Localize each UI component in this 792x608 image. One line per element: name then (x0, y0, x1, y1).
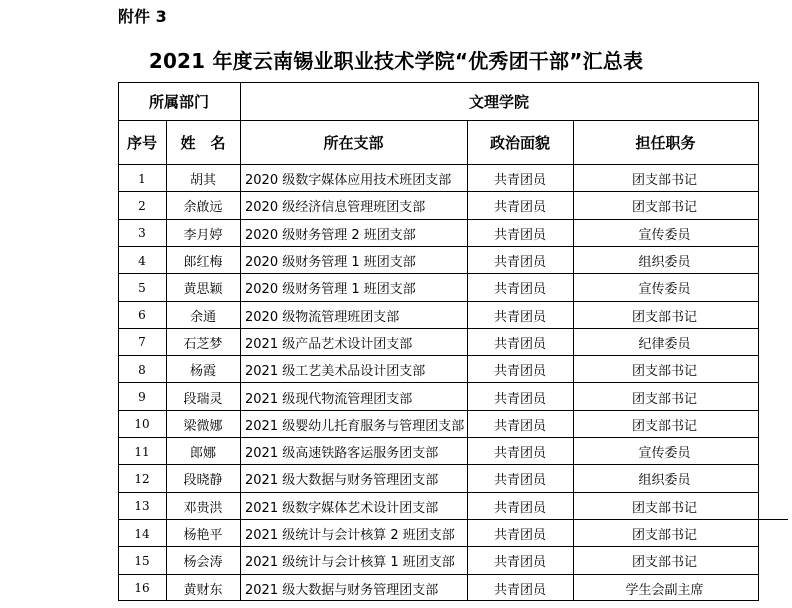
cell-no: 3 (138, 226, 146, 241)
row-line (118, 382, 758, 383)
cell-branch: 2021 级婴幼儿托育服务与管理团支部 (245, 418, 465, 434)
row-line (118, 574, 758, 575)
cell-name: 余啟远 (183, 200, 223, 216)
cell-role: 团支部书记 (631, 418, 697, 434)
cell-political: 共青团员 (493, 391, 546, 407)
cell-political: 共青团员 (493, 336, 546, 352)
cell-name: 石芝梦 (183, 336, 223, 352)
cell-role: 团支部书记 (631, 173, 697, 189)
cell-no: 9 (138, 390, 146, 405)
cell-political: 共青团员 (493, 364, 546, 380)
cell-branch: 2020 级经济信息管理班团支部 (245, 200, 426, 216)
table-border-bottom (118, 600, 758, 601)
table-row (118, 520, 758, 547)
cell-branch: 2020 级财务管理 2 班团支部 (245, 227, 416, 243)
table-row (118, 356, 758, 383)
row-line (118, 191, 758, 192)
document-title: 2021 年度云南锡业职业技术学院“优秀团干部”汇总表 (148, 49, 644, 73)
table-row (118, 493, 758, 520)
cell-political: 共青团员 (493, 500, 546, 516)
cell-no: 13 (134, 499, 150, 514)
cell-branch: 2021 级工艺美术品设计团支部 (245, 364, 426, 380)
cell-branch: 2021 级高速铁路客运服务团支部 (245, 446, 439, 462)
row-line (118, 246, 758, 247)
row-line (118, 492, 758, 493)
cell-political: 共青团员 (493, 528, 546, 544)
cell-name: 黄思颖 (183, 282, 223, 298)
col-header-name: 姓 名 (180, 133, 226, 152)
cell-branch: 2020 级财务管理 1 班团支部 (245, 255, 416, 271)
dept-value: 文理学院 (468, 92, 529, 111)
row-line (118, 301, 758, 302)
cell-political: 共青团员 (493, 227, 546, 243)
cell-branch: 2021 级统计与会计核算 1 班团支部 (245, 555, 455, 571)
column-line (573, 120, 574, 600)
cell-branch: 2021 级大数据与财务管理团支部 (245, 582, 439, 598)
table-row (118, 165, 758, 192)
cell-no: 2 (138, 198, 146, 213)
cell-role: 宣传委员 (638, 446, 691, 462)
cell-no: 11 (134, 444, 150, 459)
row-line (118, 437, 758, 438)
cell-name: 胡其 (189, 173, 216, 189)
cell-role: 组织委员 (638, 473, 691, 489)
table-row (118, 302, 758, 329)
cell-no: 4 (138, 253, 146, 268)
cell-role: 纪律委员 (638, 336, 691, 352)
cell-political: 共青团员 (493, 582, 546, 598)
table-border-right (758, 82, 759, 601)
table-row (118, 329, 758, 356)
col-header-no: 序号 (126, 133, 157, 152)
cell-branch: 2021 级产品艺术设计团支部 (245, 336, 413, 352)
cell-branch: 2020 级物流管理班团支部 (245, 309, 400, 325)
row-line (118, 355, 758, 356)
cell-name: 郎红梅 (183, 255, 223, 271)
table-border-left (118, 82, 119, 600)
col-header-political: 政治面貌 (489, 133, 550, 152)
cell-branch: 2021 级统计与会计核算 2 班团支部 (245, 528, 455, 544)
cell-political: 共青团员 (493, 418, 546, 434)
table-row (118, 247, 758, 274)
cell-branch: 2020 级财务管理 1 班团支部 (245, 282, 416, 298)
cell-political: 共青团员 (493, 173, 546, 189)
table-row (118, 547, 758, 574)
cell-political: 共青团员 (493, 282, 546, 298)
stray-line (758, 519, 788, 520)
cell-name: 杨会涛 (183, 555, 223, 571)
table-row (118, 575, 758, 602)
table-row (118, 411, 758, 438)
cell-no: 5 (138, 280, 146, 295)
header-divider (118, 120, 758, 121)
cell-role: 宣传委员 (638, 282, 691, 298)
cell-political: 共青团员 (493, 473, 546, 489)
table-row (118, 220, 758, 247)
cell-name: 郎娜 (189, 446, 216, 462)
cell-name: 李月婷 (183, 227, 223, 243)
table-row (118, 192, 758, 219)
cell-role: 团支部书记 (631, 200, 697, 216)
cell-name: 段瑞灵 (183, 391, 223, 407)
col-header-branch: 所在支部 (323, 133, 384, 152)
cell-political: 共青团员 (493, 255, 546, 271)
column-line (467, 120, 468, 600)
cell-name: 梁微娜 (183, 418, 223, 434)
cell-name: 黄财东 (183, 582, 223, 598)
cell-no: 1 (138, 171, 146, 186)
cell-role: 团支部书记 (631, 309, 697, 325)
cell-name: 杨霞 (189, 364, 216, 380)
row-line (118, 519, 758, 520)
cell-no: 15 (134, 553, 150, 568)
cell-political: 共青团员 (493, 200, 546, 216)
cell-no: 10 (134, 417, 150, 432)
cell-political: 共青团员 (493, 446, 546, 462)
col-header-role: 担任职务 (635, 133, 696, 152)
cell-no: 7 (138, 335, 146, 350)
row-line (118, 219, 758, 220)
cell-name: 邓贵洪 (183, 500, 223, 516)
cell-no: 16 (134, 581, 150, 596)
table-border-top (118, 82, 758, 83)
cell-role: 团支部书记 (631, 500, 697, 516)
row-line (118, 273, 758, 274)
table-row (118, 383, 758, 410)
table-row (118, 438, 758, 465)
cell-branch: 2021 级数字媒体艺术设计团支部 (245, 500, 439, 516)
row-line (118, 546, 758, 547)
row-line (118, 328, 758, 329)
cell-branch: 2020 级数字媒体应用技术班团支部 (245, 173, 452, 189)
cell-role: 组织委员 (638, 255, 691, 271)
cell-political: 共青团员 (493, 309, 546, 325)
cell-branch: 2021 级现代物流管理团支部 (245, 391, 413, 407)
table-row (118, 465, 758, 492)
table-row (118, 274, 758, 301)
cell-political: 共青团员 (493, 555, 546, 571)
cell-name: 余通 (189, 309, 216, 325)
cell-role: 团支部书记 (631, 555, 697, 571)
row-line (118, 464, 758, 465)
cell-no: 8 (138, 362, 146, 377)
cell-no: 14 (134, 526, 150, 541)
cell-role: 宣传委员 (638, 227, 691, 243)
cell-role: 团支部书记 (631, 528, 697, 544)
cell-name: 段晓静 (183, 473, 223, 489)
column-line (240, 82, 241, 600)
cell-role: 团支部书记 (631, 364, 697, 380)
row-line (118, 410, 758, 411)
column-line (166, 120, 167, 600)
cell-name: 杨艳平 (183, 528, 223, 544)
cell-role: 学生会副主席 (625, 582, 704, 598)
dept-label: 所属部门 (148, 92, 209, 111)
cell-role: 团支部书记 (631, 391, 697, 407)
cell-branch: 2021 级大数据与财务管理团支部 (245, 473, 439, 489)
header-bottom-line (118, 164, 758, 165)
cell-no: 12 (134, 471, 150, 486)
attachment-label: 附件 3 (118, 7, 167, 26)
cell-no: 6 (138, 308, 146, 323)
